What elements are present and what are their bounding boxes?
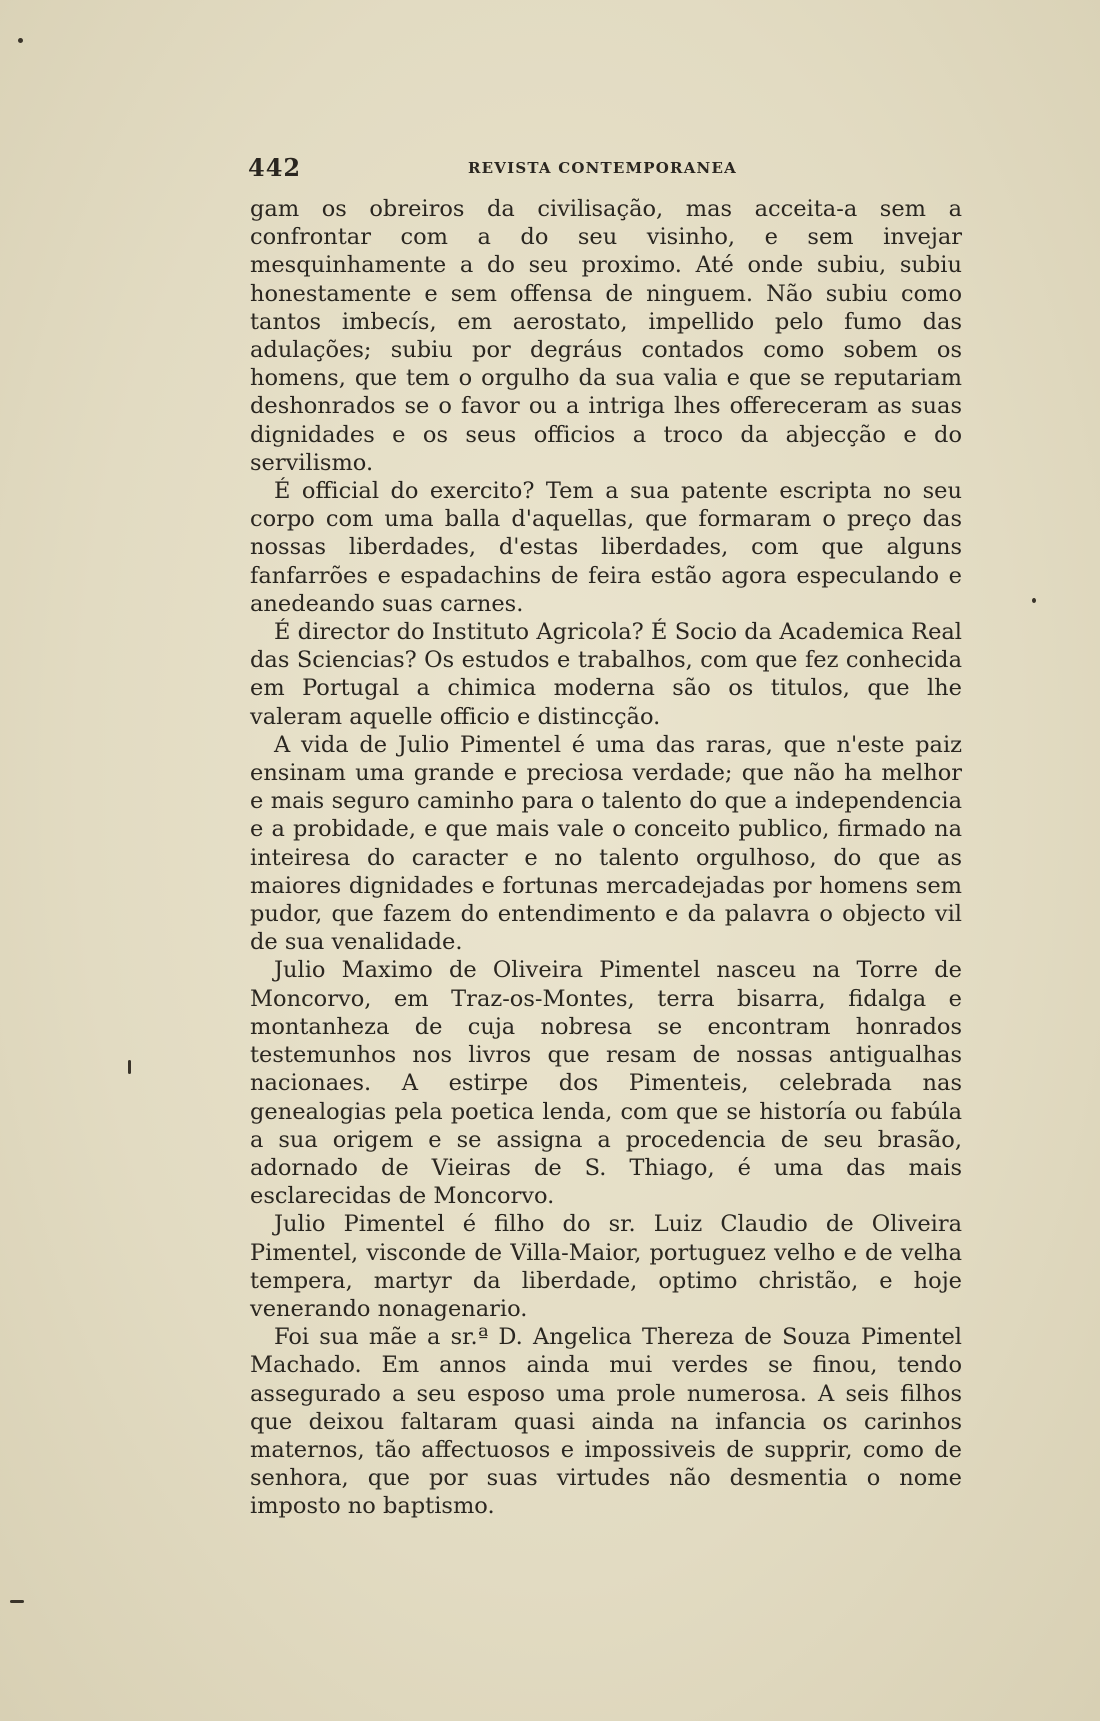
- paper-speck: [1032, 598, 1036, 603]
- paper-speck: [18, 38, 23, 43]
- paper-speck: [128, 1060, 131, 1074]
- paragraph: É director do Instituto Agricola? É Socio da Academica Real das Sciencias? Os estudos e trabalhos, com que fez conhecida em Portugal a chimica moderna são os titulos, que lhe valeram aquelle officio e distincção.: [250, 619, 962, 730]
- body-text: [250, 195, 962, 1521]
- paragraph: Foi sua mãe a sr.ª D. Angelica Thereza de Souza Pimentel Machado. Em annos ainda mui verdes se finou, tendo assegurado a seu esposo uma prole numerosa. A seis filhos que deixou faltaram quasi ainda na infancia os carinhos maternos, tão affectuosos e impossiveis de supprir, como de senhora, que por suas virtudes não desmentia o nome imposto no baptismo.: [250, 1324, 962, 1520]
- page-header: [248, 153, 968, 183]
- paragraph: Julio Pimentel é filho do sr. Luiz Claudio de Oliveira Pimentel, visconde de Villa-Maior, portuguez velho e de velha tempera, martyr da liberdade, optimo christão, e hoje venerando nonagenario.: [250, 1211, 962, 1322]
- paragraph: É official do exercito? Tem a sua patente escripta no seu corpo com uma balla d'aquellas, que formaram o preço das nossas liberdades, d'estas liberdades, com que alguns fanfarrões e espadachins de feira estão agora especulando e anedeando suas carnes.: [250, 478, 962, 617]
- paragraph: gam os obreiros da civilisação, mas acceita-a sem a confrontar com a do seu visinho, e sem invejar mesquinhamente a do seu proximo. Até onde subiu, subiu honestamente e sem offensa de ninguem. Não subiu como tantos imbecís, em aerostato, impellido pelo fumo das adulações; subiu por degráus contados como sobem os homens, que tem o orgulho da sua valia e que se reputariam deshonrados se o favor ou a intriga lhes offereceram as suas dignidades e os seus officios a troco da abjecção e do servilismo.: [250, 196, 962, 476]
- page-number: 442: [248, 153, 302, 182]
- paragraph: Julio Maximo de Oliveira Pimentel nasceu na Torre de Moncorvo, em Traz-os-Montes, terra bisarra, fidalga e montanheza de cuja nobresa se encontram honrados testemunhos nos livros que resam de nossas antigualhas nacionaes. A estirpe dos Pimenteis, celebrada nas genealogias pela poetica lenda, com que se historía ou fabúla a sua origem e se assigna a procedencia de seu brasão, adornado de Vieiras de S. Thiago, é uma das mais esclarecidas de Moncorvo.: [250, 957, 962, 1210]
- running-title: REVISTA CONTEMPORANEA: [468, 159, 737, 177]
- paragraph: A vida de Julio Pimentel é uma das raras, que n'este paiz ensinam uma grande e preciosa verdade; que não ha melhor e mais seguro caminho para o talento do que a independencia e a probidade, e que mais vale o conceito publico, firmado na inteiresa do caracter e no talento orgulhoso, do que as maiores dignidades e fortunas mercadejadas por homens sem pudor, que fazem do entendimento e da palavra o objecto vil de sua venalidade.: [250, 731, 962, 956]
- paper-speck: [10, 1600, 24, 1603]
